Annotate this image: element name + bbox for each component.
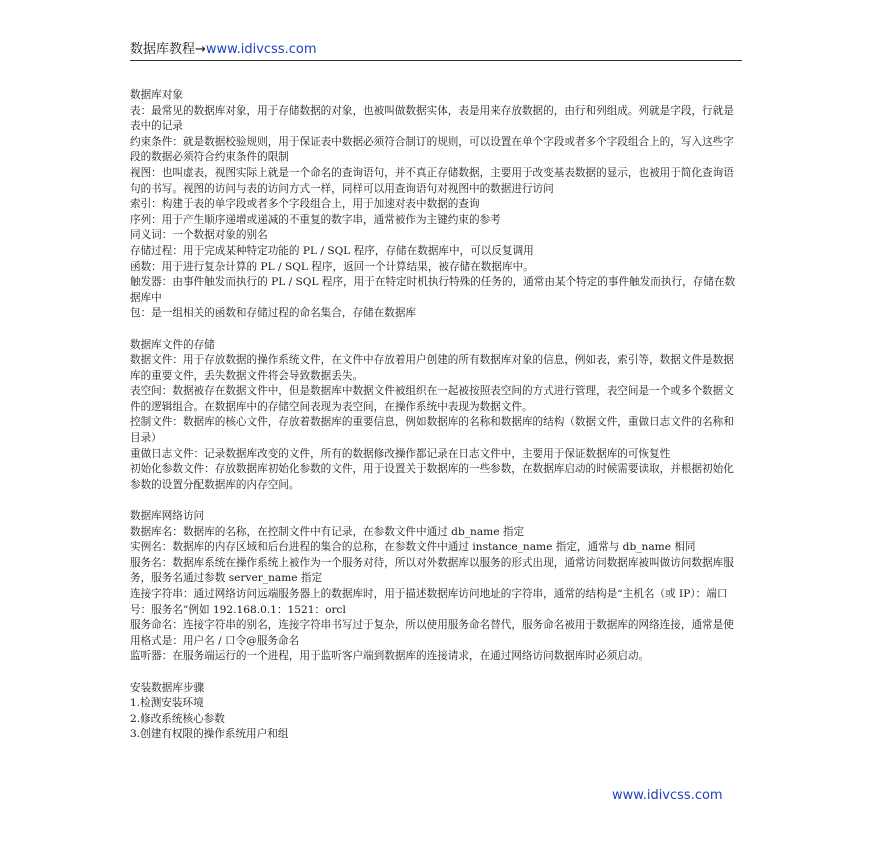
header-url-link[interactable]: www.idivcss.com [205,42,317,57]
header-label: 数据库教程→ [130,42,206,57]
paragraph: 包：是一组相关的函数和存储过程的命名集合，存储在数据库 [130,307,417,320]
section-gap [130,322,742,338]
paragraph: 表：最常见的数据库对象，用于存储数据的对象，也被叫做数据实体，表是用来存放数据的，由行和列组成。列就是字段，行就是表中的记录 [130,104,734,133]
paragraph: 约束条件：就是数据校验规则，用于保证表中数据必须符合制订的规则，可以设置在单个字段或者多个字段组合上的，写入这些字段的数据必须符合约束条件的限制 [130,135,734,164]
list-item: 3.创建有权限的操作系统用户和组 [130,728,289,741]
section-title: 数据库文件的存储 [130,338,215,351]
paragraph: 触发器：由事件触发而执行的 PL / SQL 程序，用于在特定时机执行特殊的任务的，通常由某个特定的事件触发而执行，存储在数据库中 [130,276,736,304]
paragraph: 存储过程：用于完成某种特定功能的 PL / SQL 程序，存储在数据库中，可以反复调用 [130,244,534,257]
paragraph: 连接字符串：通过网络访问远端服务器上的数据库时，用于描述数据库访问地址的字符串，通常的结构是“主机名（或 IP）：端口号：服务名”例如 192.168.0.1：1521：orcl [130,588,728,616]
paragraph: 服务名：数据库系统在操作系统上被作为一个服务对待，所以对外数据库以服务的形式出现，通常访问数据库被叫做访问数据库服务，服务名通过参数 server_name 指定 [130,556,734,585]
section-gap [130,665,742,681]
paragraph: 监听器：在服务端运行的一个进程，用于监听客户端到数据库的连接请求，在通过网络访问数据库时必须启动。 [130,650,650,663]
paragraph: 表空间：数据被存在数据文件中，但是数据库中数据文件被组织在一起被按照表空间的方式进行管理，表空间是一个或多个数据文件的逻辑组合。在数据库中的存储空间表现为表空间，在操作系统中表现为数据文件。 [130,385,734,413]
list-item: 1.检测安装环境 [130,697,204,710]
paragraph: 序列：用于产生顺序递增或递减的不重复的数字串，通常被作为主键约束的参考 [130,213,501,226]
paragraph: 初始化参数文件：存放数据库初始化参数的文件，用于设置关于数据库的一些参数，在数据库启动的时候需要读取，并根据初始化参数的设置分配数据库的内存空间。 [130,463,734,491]
paragraph: 服务命名：连接字符串的别名，连接字符串书写过于复杂，所以使用服务命名替代，服务命名被用于数据库的网络连接，通常是使用格式是：用户名 / 口令@服务命名 [130,619,734,647]
section-title: 数据库网络访问 [130,510,205,523]
page-header [130,38,742,61]
document-body [130,88,742,743]
paragraph: 索引：构建于表的单字段或者多个字段组合上，用于加速对表中数据的查询 [130,198,480,211]
section-title: 数据库对象 [130,89,183,101]
paragraph: 数据库名：数据库的名称，在控制文件中有记录，在参数文件中通过 db_name 指定 [130,525,525,538]
paragraph: 实例名：数据库的内存区域和后台进程的集合的总称，在参数文件中通过 instance_name 指定，通常与 db_name 相同 [130,541,696,554]
list-item: 2.修改系统核心参数 [130,712,225,725]
footer-url-link[interactable]: www.idivcss.com [612,788,723,803]
section-title: 安装数据库步骤 [130,681,205,694]
paragraph: 数据文件：用于存放数据的操作系统文件，在文件中存放着用户创建的所有数据库对象的信息，例如表，索引等，数据文件是数据库的重要文件，丢失数据文件将会导致数据丢失。 [130,354,734,382]
paragraph: 重做日志文件：记录数据库改变的文件，所有的数据修改操作都记录在日志文件中，主要用于保证数据库的可恢复性 [130,447,671,460]
paragraph: 视图：也叫虚表，视图实际上就是一个命名的查询语句，并不真正存储数据，主要用于改变基表数据的显示，也被用于简化查询语句的书写。视图的访问与表的访问方式一样，同样可以用查询语句对视图中的数据进行访问 [130,166,734,195]
paragraph: 同义词：一个数据对象的别名 [130,229,268,242]
paragraph: 控制文件：数据库的核心文件，存放着数据库的重要信息，例如数据库的名称和数据库的结构（数据文件，重做日志文件的名称和目录） [130,416,734,445]
paragraph: 函数：用于进行复杂计算的 PL / SQL 程序，返回一个计算结果，被存储在数据库中。 [130,260,534,273]
section-gap [130,493,742,509]
